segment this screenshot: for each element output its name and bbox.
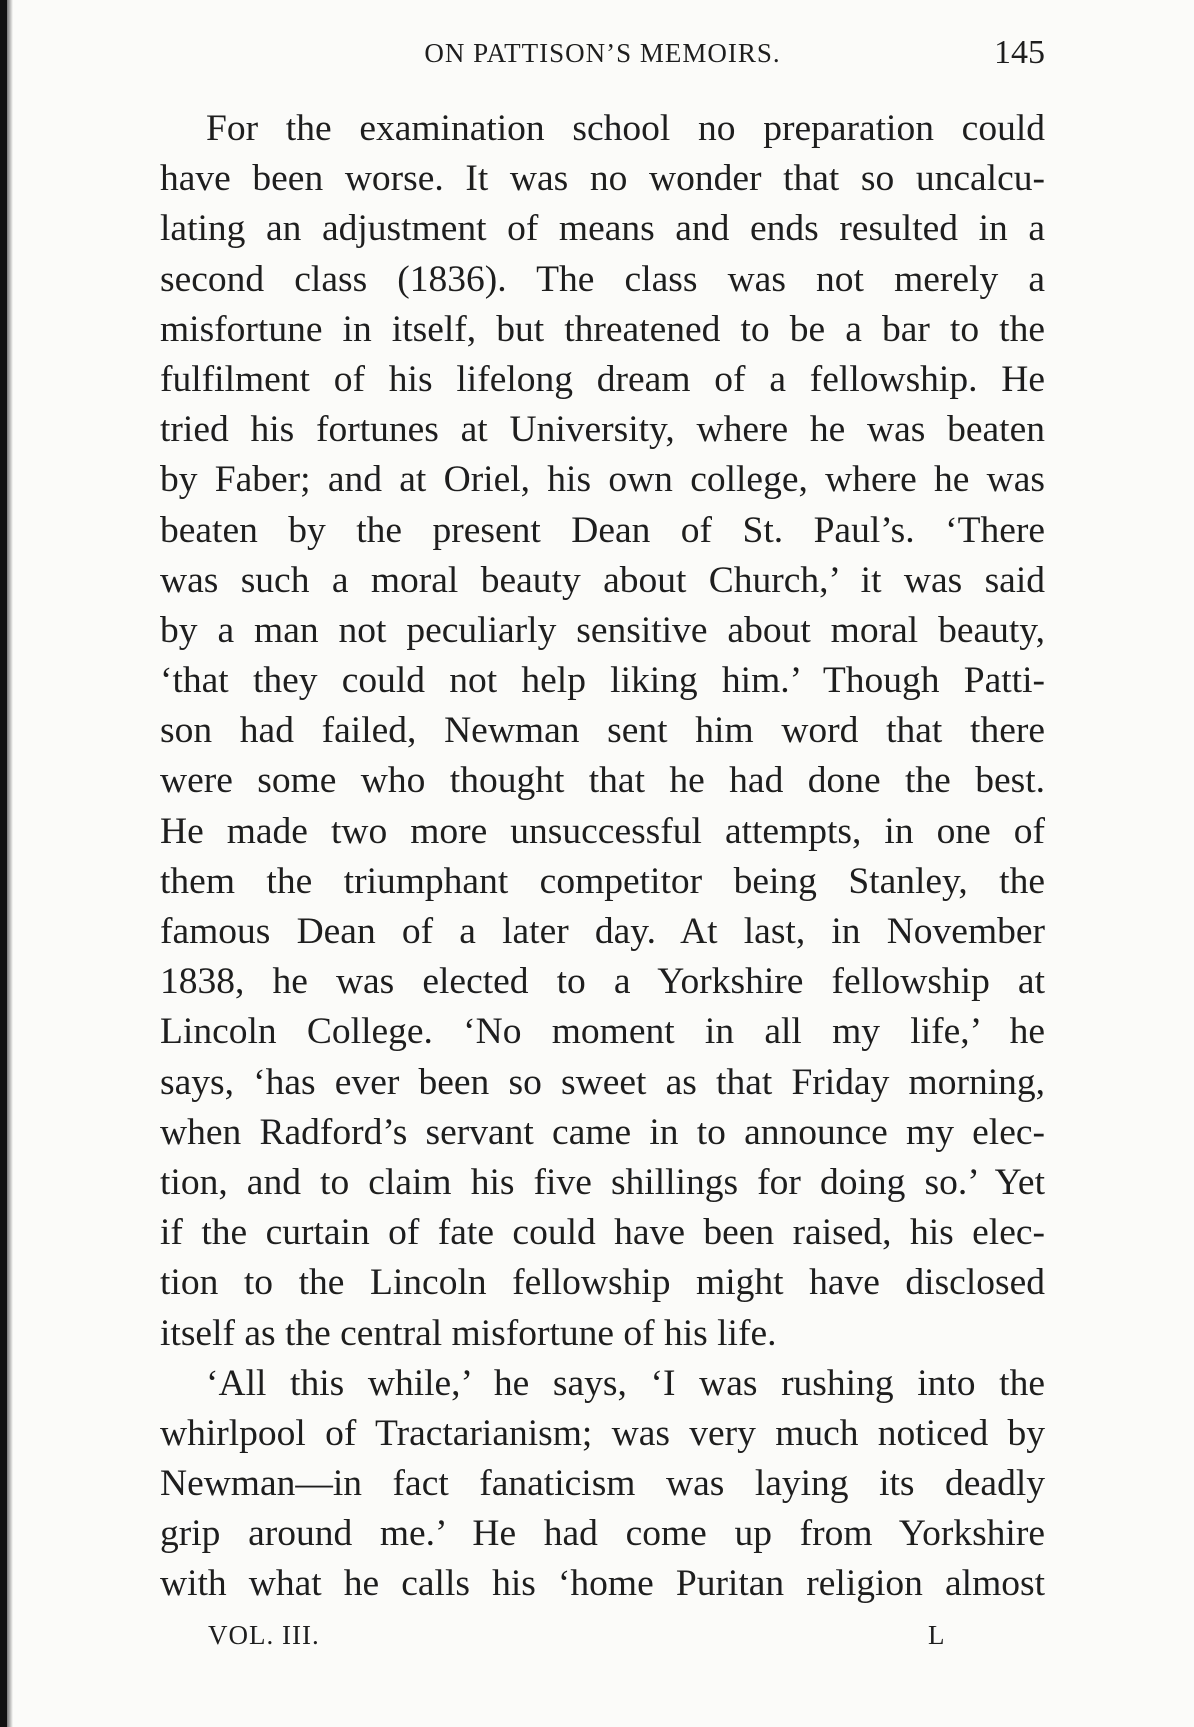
- signature-mark: L: [928, 1620, 946, 1650]
- text-line: with what he calls his ‘home Puritan religion almost: [160, 1563, 1045, 1605]
- text-line: by a man not peculiarly sensitive about moral beauty,: [160, 609, 1045, 651]
- paragraph-1: [160, 104, 1045, 1359]
- text-line: beaten by the present Dean of St. Paul’s. ‘There: [160, 509, 1045, 551]
- text-line: famous Dean of a later day. At last, in November: [160, 911, 1045, 952]
- text-line: itself as the central misfortune of his life.: [160, 1312, 777, 1354]
- text-line: son had failed, Newman sent him word that there: [160, 710, 1045, 752]
- text-line: them the triumphant competitor being Stanley, the: [160, 860, 1045, 902]
- page-number: 145: [994, 34, 1045, 71]
- binding-shadow: [7, 0, 13, 1727]
- text-line: second class (1836). The class was not merely a: [160, 258, 1045, 300]
- text-line: He made two more unsuccessful attempts, in one of: [160, 810, 1045, 852]
- text-line: was such a moral beauty about Church,’ it was said: [160, 559, 1045, 601]
- text-line: Lincoln College. ‘No moment in all my life,’ he: [160, 1011, 1045, 1053]
- text-line: 1838, he was elected to a Yorkshire fellowship at: [160, 961, 1045, 1003]
- text-line: if the curtain of fate could have been raised, his elec-: [160, 1212, 1045, 1254]
- text-line: lating an adjustment of means and ends resulted in a: [160, 208, 1045, 250]
- page-footer: [160, 1620, 1045, 1660]
- text-line: ‘All this while,’ he says, ‘I was rushing into the: [206, 1362, 1045, 1404]
- text-line: Newman—in fact fanaticism was laying its deadly: [160, 1463, 1045, 1505]
- text-line: says, ‘has ever been so sweet as that Friday morning,: [160, 1061, 1045, 1103]
- text-line: were some who thought that he had done the best.: [160, 760, 1045, 802]
- text-line: grip around me.’ He had come up from Yorkshire: [160, 1513, 1045, 1555]
- volume-label: VOL. III.: [208, 1620, 320, 1650]
- running-title: ON PATTISON’S MEMOIRS.: [424, 38, 781, 68]
- text-line: have been worse. It was no wonder that so uncalcu-: [160, 158, 1045, 200]
- text-line: when Radford’s servant came in to announce my elec-: [160, 1111, 1045, 1153]
- text-line: tion to the Lincoln fellowship might have disclosed: [160, 1262, 1045, 1304]
- text-line: ‘that they could not help liking him.’ Though Patti-: [160, 660, 1045, 702]
- text-line: by Faber; and at Oriel, his own college, where he was: [160, 459, 1045, 501]
- text-line: tion, and to claim his five shillings for doing so.’ Yet: [160, 1161, 1045, 1203]
- binding-edge: [0, 0, 7, 1727]
- paragraph-2: [160, 1359, 1045, 1610]
- text-line: misfortune in itself, but threatened to be a bar to the: [160, 308, 1045, 350]
- text-line: fulfilment of his lifelong dream of a fellowship. He: [160, 358, 1045, 400]
- body-text: [160, 104, 1045, 1610]
- running-head: [160, 30, 1045, 80]
- text-line: whirlpool of Tractarianism; was very much noticed by: [160, 1412, 1045, 1454]
- text-line: For the examination school no preparation could: [206, 108, 1045, 149]
- text-line: tried his fortunes at University, where he was beaten: [160, 409, 1045, 451]
